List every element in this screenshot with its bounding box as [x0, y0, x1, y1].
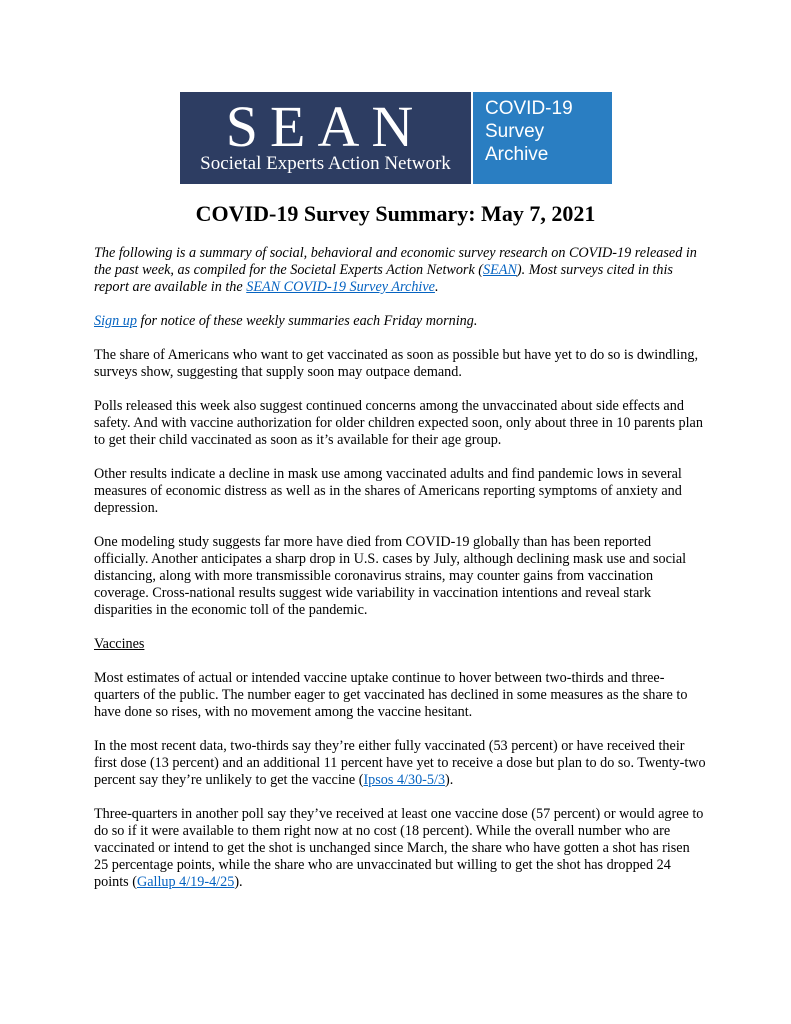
sean-logo-letters: SEAN	[225, 94, 426, 159]
intro-paragraph	[94, 245, 706, 296]
section-heading-vaccines: Vaccines	[94, 636, 145, 652]
signup-paragraph	[94, 313, 706, 330]
vaccine-paragraph: Most estimates of actual or intended vaccine uptake continue to hover between two-thirds and three-quarters of the public. The number eager to get vaccinated has declined in some measures as the share to have done so rises, with no movement among the vaccine hesitant.	[94, 670, 688, 720]
ipsos-link[interactable]: Ipsos 4/30-5/3	[363, 772, 446, 788]
vaccine-p3-end: ).	[234, 874, 243, 890]
sean-logo	[180, 92, 612, 184]
vaccine-p2-end: ).	[445, 772, 454, 788]
vaccine-p3-text: Three-quarters in another poll say they’ve received at least one vaccine dose (57 percent) or would agree to do so if it were available to them right now at no cost (18 percent). While the overall number who are vaccinated or intend to get the shot is unchanged since March, the share who have gotten a shot has risen 25 percentage points, while the share who are unvaccinated but willing to get the shot has dropped 24 points (	[94, 806, 704, 890]
body-paragraph: Other results indicate a decline in mask use among vaccinated adults and find pandemic lows in several measures of economic distress as well as in the shares of Americans reporting symptoms of anxiety and depression.	[94, 466, 682, 516]
archive-line-2: Survey	[485, 121, 545, 142]
sean-link[interactable]: SEAN	[483, 262, 517, 278]
intro-text-1: The following is a summary of social, behavioral and economic survey research on COVID-19 released in the past week, as compiled for the Societal Experts Action Network (	[94, 245, 697, 278]
sean-logo-subtitle: Societal Experts Action Network	[200, 153, 451, 174]
body-paragraph: The share of Americans who want to get vaccinated as soon as possible but have yet to do so is dwindling, surveys show, suggesting that supply soon may outpace demand.	[94, 347, 699, 380]
page-title: COVID-19 Survey Summary: May 7, 2021	[195, 201, 596, 226]
archive-line-1: COVID-19	[485, 98, 573, 119]
signup-link[interactable]: Sign up	[94, 313, 137, 329]
signup-text: for notice of these weekly summaries each Friday morning.	[136, 313, 478, 329]
vaccine-paragraph	[94, 806, 706, 891]
intro-text-3: .	[434, 279, 439, 295]
gallup-link[interactable]: Gallup 4/19-4/25	[136, 874, 235, 890]
body-paragraph: One modeling study suggests far more have died from COVID-19 globally than has been reported officially. Another anticipates a sharp drop in U.S. cases by July, although declining mask use and social distancing, along with more transmissible coronavirus strains, may counter gains from vaccination coverage. Cross-national results suggest wide variability in vaccination intentions and reveal stark disparities in the economic toll of the pandemic.	[94, 534, 687, 618]
sean-logo-panel	[180, 92, 471, 184]
vaccine-p2-text: In the most recent data, two-thirds say they’re either fully vaccinated (53 percent) or have received their first dose (13 percent) and an additional 11 percent have yet to receive a dose but plan to do so. Twenty-two percent say they’re unlikely to get the vaccine (	[94, 738, 706, 788]
intro-text-2: ). Most surveys cited in this report are available in the	[94, 262, 673, 295]
document-body	[94, 245, 706, 908]
vaccine-paragraph	[94, 738, 706, 789]
survey-archive-link[interactable]: SEAN COVID-19 Survey Archive	[246, 279, 435, 295]
body-paragraph: Polls released this week also suggest continued concerns among the unvaccinated about side effects and safety. And with vaccine authorization for older children expected soon, only about three in 10 parents plan to get their child vaccinated as soon as it’s available for their age group.	[94, 398, 703, 448]
archive-line-3: Archive	[485, 144, 549, 165]
archive-logo-panel	[473, 92, 612, 184]
